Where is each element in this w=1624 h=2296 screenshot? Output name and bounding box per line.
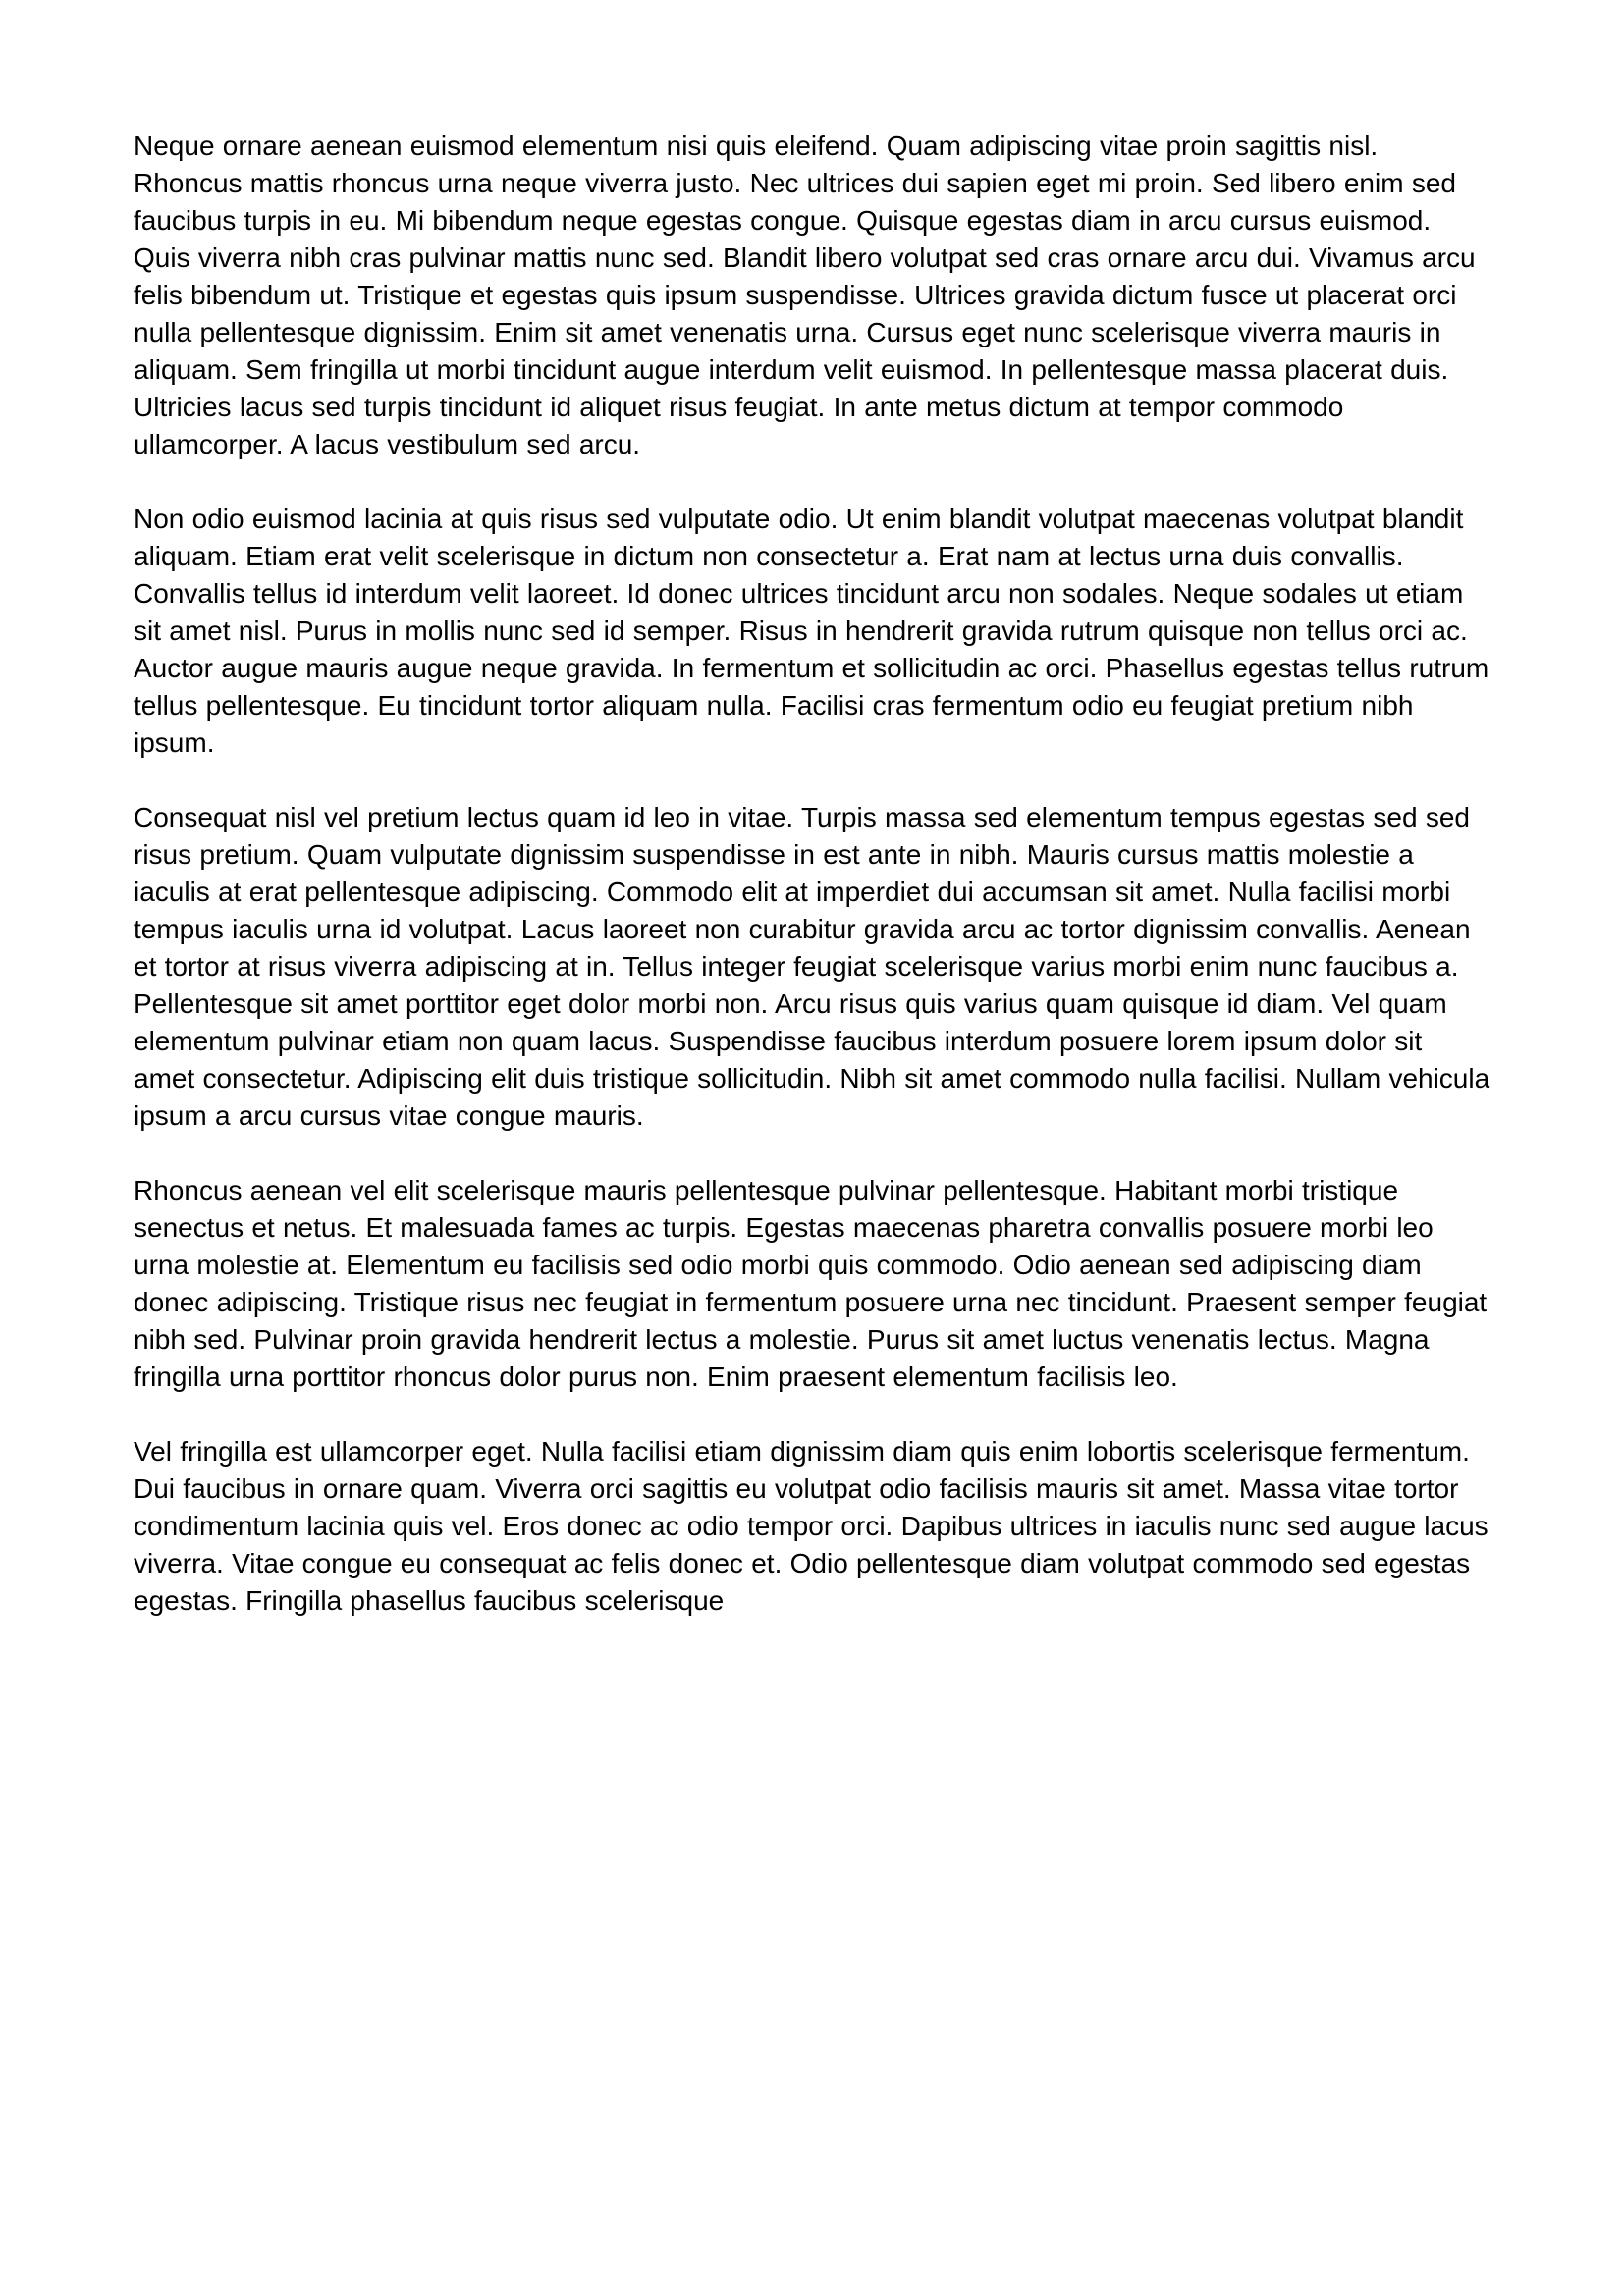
paragraph-4: Rhoncus aenean vel elit scelerisque mauris pellentesque pulvinar pellentesque. Habitant morbi tristique senectus et netus. Et malesuada fames ac turpis. Egestas maecenas pharetra convallis posuere morbi leo urna molestie at. Elementum eu facilisis sed odio morbi quis commodo. Odio aenean sed adipiscing diam donec adipiscing. Tristique risus nec feugiat in fermentum posuere urna nec tincidunt. Praesent semper feugiat nibh sed. Pulvinar proin gravida hendrerit lectus a molestie. Purus sit amet luctus venenatis lectus. Magna fringilla urna porttitor rhoncus dolor purus non. Enim praesent elementum facilisis leo. xyxy=(134,1175,1488,1392)
paragraph-2: Non odio euismod lacinia at quis risus sed vulputate odio. Ut enim blandit volutpat maecenas volutpat blandit aliquam. Etiam erat velit scelerisque in dictum non consectetur a. Erat nam at lectus urna duis convallis. Convallis tellus id interdum velit laoreet. Id donec ultrices tincidunt arcu non sodales. Neque sodales ut etiam sit amet nisl. Purus in mollis nunc sed id semper. Risus in hendrerit gravida rutrum quisque non tellus orci ac. Auctor augue mauris augue neque gravida. In fermentum et sollicitudin ac orci. Phasellus egestas tellus rutrum tellus pellentesque. Eu tincidunt tortor aliquam nulla. Facilisi cras fermentum odio eu feugiat pretium nibh ipsum. xyxy=(134,504,1489,758)
paragraph-5: Vel fringilla est ullamcorper eget. Nulla facilisi etiam dignissim diam quis enim lobortis scelerisque fermentum. Dui faucibus in ornare quam. Viverra orci sagittis eu volutpat odio facilisis mauris sit amet. Massa vitae tortor condimentum lacinia quis vel. Eros donec ac odio tempor orci. Dapibus ultrices in iaculis nunc sed augue lacus viverra. Vitae congue eu consequat ac felis donec et. Odio pellentesque diam volutpat commodo sed egestas egestas. Fringilla phasellus faucibus scelerisque xyxy=(134,1436,1489,1616)
paragraph-3: Consequat nisl vel pretium lectus quam id leo in vitae. Turpis massa sed elementum tempus egestas sed sed risus pretium. Quam vulputate dignissim suspendisse in est ante in nibh. Mauris cursus mattis molestie a iaculis at erat pellentesque adipiscing. Commodo elit at imperdiet dui accumsan sit amet. Nulla facilisi morbi tempus iaculis urna id volutpat. Lacus laoreet non curabitur gravida arcu ac tortor dignissim convallis. Aenean et tortor at risus viverra adipiscing at in. Tellus integer feugiat scelerisque varius morbi enim nunc faucibus a. Pellentesque sit amet porttitor eget dolor morbi non. Arcu risus quis varius quam quisque id diam. Vel quam elementum pulvinar etiam non quam lacus. Suspendisse faucibus interdum posuere lorem ipsum dolor sit amet consectetur. Adipiscing elit duis tristique sollicitudin. Nibh sit amet commodo nulla facilisi. Nullam vehicula ipsum a arcu cursus vitae congue mauris. xyxy=(134,802,1490,1131)
paragraph-1: Neque ornare aenean euismod elementum nisi quis eleifend. Quam adipiscing vitae proin sagittis nisl. Rhoncus mattis rhoncus urna neque viverra justo. Nec ultrices dui sapien eget mi proin. Sed libero enim sed faucibus turpis in eu. Mi bibendum neque egestas congue. Quisque egestas diam in arcu cursus euismod. Quis viverra nibh cras pulvinar mattis nunc sed. Blandit libero volutpat sed cras ornare arcu dui. Vivamus arcu felis bibendum ut. Tristique et egestas quis ipsum suspendisse. Ultrices gravida dictum fusce ut placerat orci nulla pellentesque dignissim. Enim sit amet venenatis urna. Cursus eget nunc scelerisque viverra mauris in aliquam. Sem fringilla ut morbi tincidunt augue interdum velit euismod. In pellentesque massa placerat duis. Ultricies lacus sed turpis tincidunt id aliquet risus feugiat. In ante metus dictum at tempor commodo ullamcorper. A lacus vestibulum sed arcu. xyxy=(134,131,1476,459)
